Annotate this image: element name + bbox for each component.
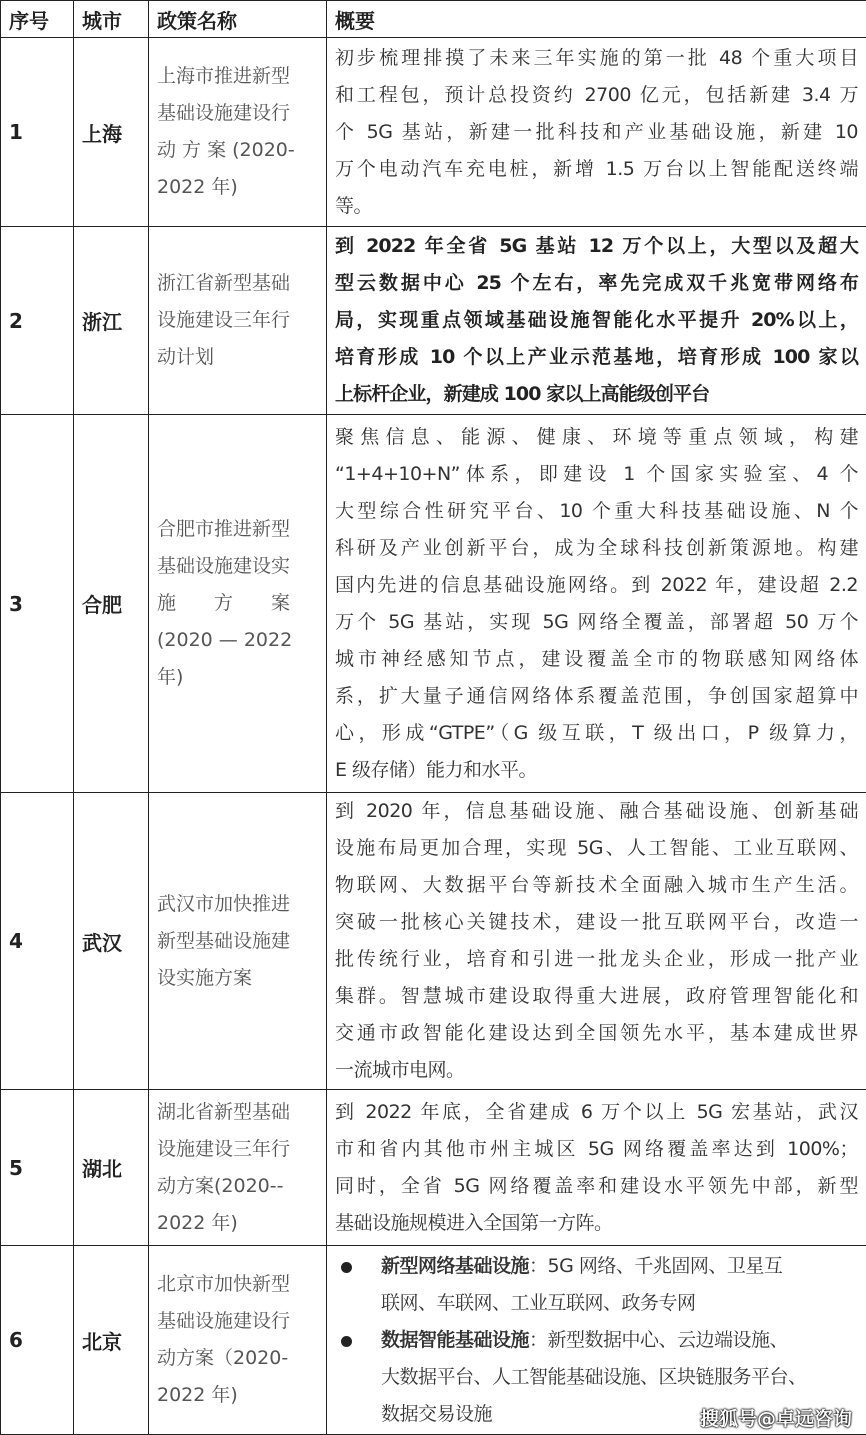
text-line: 万个 5G 基站，实现 5G 网络全覆盖，部署超 50 万个 bbox=[335, 610, 858, 633]
row-policy-name bbox=[149, 1246, 327, 1435]
text-line: 设施建设三年行 bbox=[157, 309, 291, 331]
table-row bbox=[1, 1090, 866, 1246]
bullet-title: 新型网络基础设施 bbox=[381, 1254, 530, 1277]
row-city: 北京 bbox=[74, 1246, 149, 1435]
text-line: 浙江省新型基础 bbox=[157, 272, 291, 294]
header-city: 城市 bbox=[74, 1, 149, 38]
bullet-dot-icon bbox=[341, 1262, 352, 1273]
text-line: 动方案（2020- bbox=[157, 1347, 289, 1369]
row-policy-name bbox=[149, 415, 327, 793]
bullet-item bbox=[335, 1248, 858, 1322]
text-line: 心，形成“GTPE”（G 级互联，T 级出口，P 级算力， bbox=[335, 721, 858, 744]
text-line: 一流城市电网。 bbox=[335, 1059, 465, 1081]
text-line: E 级存储）能力和水平。 bbox=[335, 758, 538, 781]
header-index: 序号 bbox=[1, 1, 74, 38]
row-summary bbox=[327, 415, 866, 793]
text-line: 大型综合性研究平台、10 个重大科技基础设施、N 个 bbox=[335, 499, 858, 522]
row-index: 4 bbox=[1, 793, 74, 1090]
text-line: 聚焦信息、能源、健康、环境等重点领域，构建 bbox=[335, 425, 858, 448]
text-line: 市和省内其他市州主城区 5G 网络覆盖率达到 100%； bbox=[335, 1137, 858, 1160]
text-line: 国内先进的信息基础设施网络。到 2022 年，建设超 2.2 bbox=[335, 573, 858, 596]
text-line: 动计划 bbox=[157, 346, 215, 368]
bullet-title: 数据智能基础设施 bbox=[381, 1328, 530, 1351]
text-line: 2022 年) bbox=[157, 1384, 238, 1406]
text-line: 局，实现重点领域基础设施智能化水平提升 20%以上， bbox=[335, 309, 858, 331]
text-line: “1+4+10+N”体系，即建设 1 个国家实验室、4 个 bbox=[335, 462, 858, 485]
text-line: 到 2022 年全省 5G 基站 12 万个以上，大型以及超大 bbox=[335, 235, 858, 257]
row-city: 上海 bbox=[74, 38, 149, 227]
text-line: (2020 — 2022 bbox=[157, 629, 293, 651]
row-policy-name bbox=[149, 793, 327, 1090]
row-summary bbox=[327, 793, 866, 1090]
text-line: 基础设施规模进入全国第一方阵。 bbox=[335, 1211, 613, 1234]
text-line: 物联网、大数据平台等新技术全面融入城市生产生活。 bbox=[335, 874, 858, 896]
text-line: 联网、车联网、工业互联网、政务专网 bbox=[381, 1291, 696, 1314]
bullet-dot-icon bbox=[341, 1336, 352, 1347]
text-line: 科研及产业创新平台，成为全球科技创新策源地。构建 bbox=[335, 536, 858, 559]
text-line: 培育形成 10 个以上产业示范基地，培育形成 100 家以 bbox=[335, 346, 858, 368]
text-line: 动方案(2020-- bbox=[157, 1174, 284, 1197]
text-line: 等。 bbox=[335, 194, 373, 217]
text-line: 基础设施建设行 bbox=[157, 102, 291, 124]
text-line: 上标杆企业，新建成 100 家以上高能级创平台 bbox=[335, 383, 710, 405]
table-row bbox=[1, 793, 866, 1090]
row-city: 湖北 bbox=[74, 1090, 149, 1246]
watermark: 搜狐号@卓远咨询 bbox=[699, 1408, 852, 1430]
row-city: 浙江 bbox=[74, 227, 149, 415]
row-index: 3 bbox=[1, 415, 74, 793]
text-line: 和工程包，预计总投资约 2700 亿元，包括新建 3.4 万 bbox=[335, 83, 858, 106]
text-line: 湖北省新型基础 bbox=[157, 1100, 291, 1123]
text-line: 交通市政智能化建设达到全国领先水平，基本建成世界 bbox=[335, 1022, 858, 1044]
text-line: 基础设施建设实 bbox=[157, 555, 291, 577]
text-line: 数据交易设施 bbox=[381, 1402, 493, 1425]
header-policy: 政策名称 bbox=[149, 1, 327, 38]
text-line: 突破一批核心关键技术，建设一批互联网平台，改造一 bbox=[335, 911, 858, 933]
row-index: 5 bbox=[1, 1090, 74, 1246]
text-line: 设施布局更加合理，实现 5G、人工智能、工业互联网、 bbox=[335, 837, 858, 859]
text-line: 北京市加快新型 bbox=[157, 1273, 291, 1295]
row-summary bbox=[327, 38, 866, 227]
text-line: 动 方 案 (2020- bbox=[157, 139, 295, 161]
text-line: 武汉市加快推进 bbox=[157, 892, 291, 915]
text-line: 到 2020 年，信息基础设施、融合基础设施、创新基础 bbox=[335, 800, 858, 822]
bullet-text: ：新型数据中心、云边端设施、 bbox=[529, 1328, 789, 1351]
text-line: 个 5G 基站，新建一批科技和产业基础设施，新建 10 bbox=[335, 120, 858, 143]
text-line: 2022 年) bbox=[157, 176, 238, 198]
row-index: 2 bbox=[1, 227, 74, 415]
row-city: 合肥 bbox=[74, 415, 149, 793]
text-line: 基础设施建设行 bbox=[157, 1310, 291, 1332]
text-line: 新型基础设施建 bbox=[157, 929, 291, 952]
row-policy-name bbox=[149, 38, 327, 227]
text-line: 型云数据中心 25 个左右，率先完成双千兆宽带网络布 bbox=[335, 272, 858, 294]
text-line: 上海市推进新型 bbox=[157, 65, 291, 87]
text-line: 到 2022 年底，全省建成 6 万个以上 5G 宏基站，武汉 bbox=[335, 1100, 858, 1123]
text-line: 2022 年) bbox=[157, 1211, 238, 1234]
text-line: 合肥市推进新型 bbox=[157, 518, 291, 540]
row-city: 武汉 bbox=[74, 793, 149, 1090]
row-policy-name bbox=[149, 227, 327, 415]
row-index: 1 bbox=[1, 38, 74, 227]
text-line: 系，扩大量子通信网络体系覆盖范围，争创国家超算中 bbox=[335, 684, 858, 707]
header-row bbox=[1, 1, 866, 38]
text-line: 设施建设三年行 bbox=[157, 1137, 291, 1160]
text-line: 同时，全省 5G 网络覆盖率和建设水平领先中部，新型 bbox=[335, 1174, 858, 1197]
table-row bbox=[1, 38, 866, 227]
bullet-text: ：5G 网络、千兆固网、卫星互 bbox=[529, 1254, 783, 1277]
row-index: 6 bbox=[1, 1246, 74, 1435]
text-line bbox=[381, 1248, 782, 1285]
text-line: 大数据平台、人工智能基础设施、区块链服务平台、 bbox=[381, 1365, 807, 1388]
row-summary bbox=[327, 1090, 866, 1246]
text-line: 城市神经感知节点，建设覆盖全市的物联感知网络体 bbox=[335, 647, 858, 670]
table-row bbox=[1, 227, 866, 415]
text-line bbox=[381, 1322, 788, 1359]
text-line: 批传统行业，培育和引进一批龙头企业，形成一批产业 bbox=[335, 948, 858, 970]
text-line: 集群。智慧城市建设取得重大进展，政府管理智能化和 bbox=[335, 985, 858, 1007]
text-line: 初步梳理排摸了未来三年实施的第一批 48 个重大项目 bbox=[335, 46, 858, 69]
header-summary: 概要 bbox=[327, 1, 866, 38]
text-line: 设实施方案 bbox=[157, 966, 253, 989]
row-summary bbox=[327, 227, 866, 415]
text-line: 施 方 案 bbox=[157, 592, 291, 614]
text-line: 年) bbox=[157, 666, 184, 688]
text-line: 万个电动汽车充电桩，新增 1.5 万台以上智能配送终端 bbox=[335, 157, 858, 180]
row-policy-name bbox=[149, 1090, 327, 1246]
table-row bbox=[1, 415, 866, 793]
